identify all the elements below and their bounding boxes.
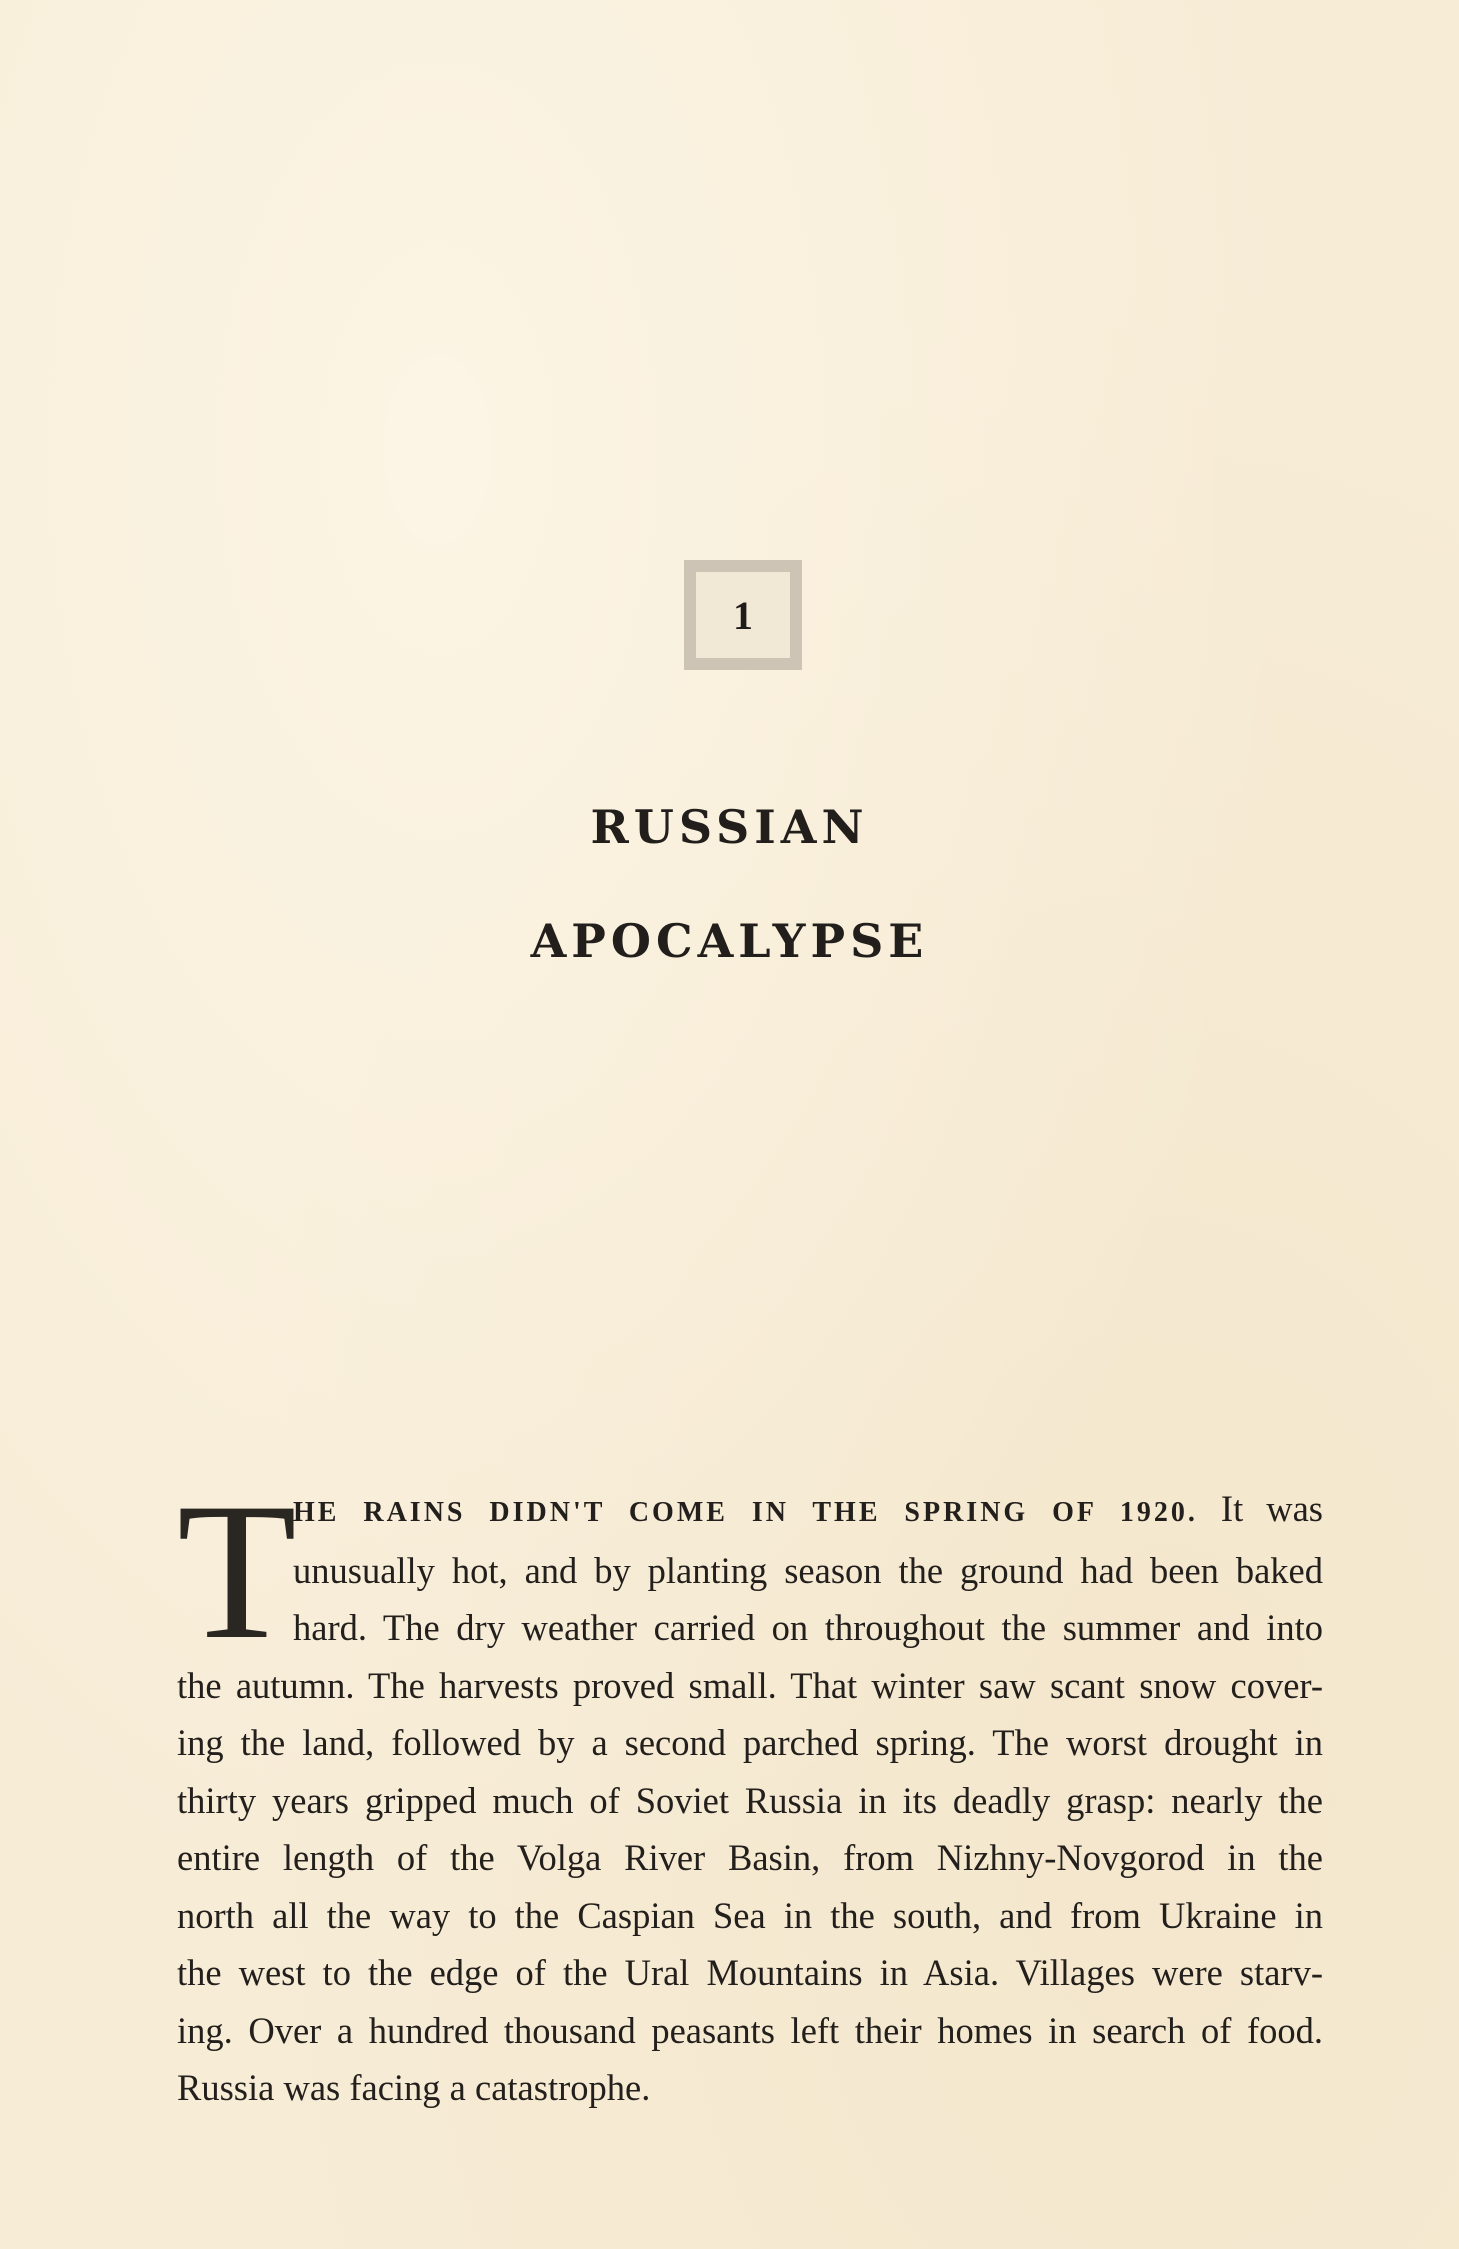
paragraph-line: thirty years gripped much of Soviet Russia in its deadly grasp: nearly the (177, 1779, 1323, 1821)
lead-in-smallcaps: HE RAINS DIDN'T COME IN THE SPRING OF 1920. (293, 1497, 1198, 1528)
paragraph-line: hard. The dry weather carried on throughout the summer and into (293, 1607, 1323, 1648)
chapter-number: 1 (696, 572, 790, 658)
lead-in-rest: It was (1197, 1488, 1324, 1529)
paragraph-line: ing. Over a hundred thousand peasants left their homes in search of food. (177, 2009, 1323, 2051)
paragraph-line: the autumn. The harvests proved small. That winter saw scant snow cover- (177, 1664, 1323, 1706)
drop-cap: T (177, 1463, 297, 1680)
chapter-title (0, 770, 1459, 998)
body-paragraph (177, 1463, 1324, 2117)
paragraph-line: north all the way to the Caspian Sea in the south, and from Ukraine in (177, 1894, 1323, 1936)
chapter-number-box (684, 560, 802, 670)
chapter-title-line-2: APOCALYPSE (530, 914, 929, 968)
paragraph-line (177, 1480, 1323, 1542)
chapter-title-line-1: RUSSIAN (590, 800, 869, 854)
paragraph-line: Russia was facing a catastrophe. (177, 2067, 651, 2108)
paragraph-line: entire length of the Volga River Basin, from Nizhny-Novgorod in the (177, 1837, 1323, 1878)
paragraph-line: ing the land, followed by a second parched spring. The worst drought in (177, 1722, 1323, 1763)
paragraph-line: unusually hot, and by planting season the ground had been baked (293, 1549, 1323, 1591)
paragraph-line: the west to the edge of the Ural Mountains in Asia. Villages were starv- (177, 1952, 1323, 1993)
